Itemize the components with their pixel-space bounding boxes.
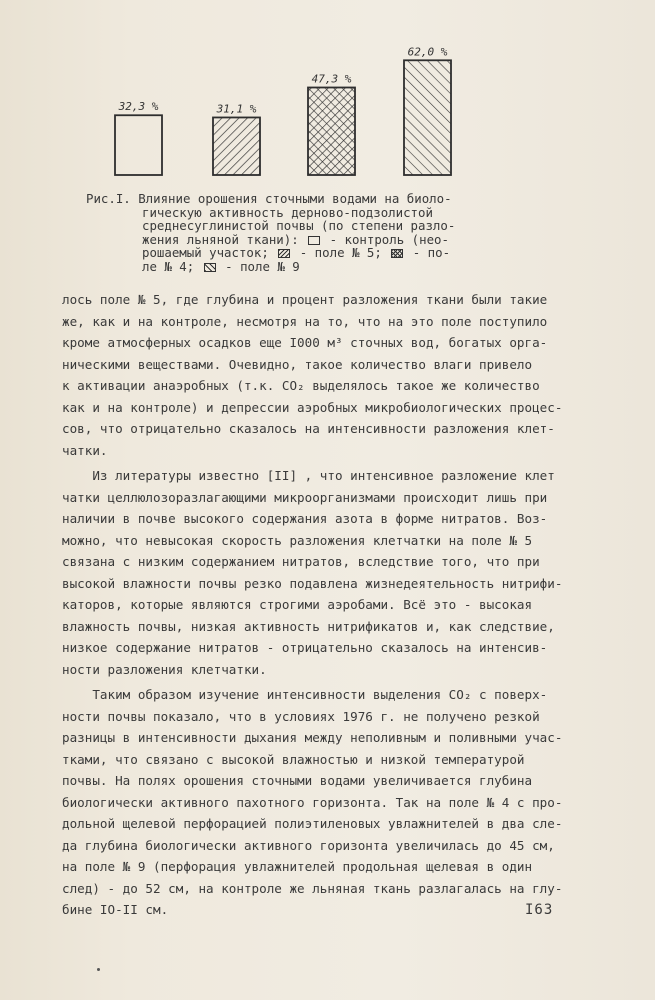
text-line: низкое содержание нитратов - отрицательно сказалось на интенсив-	[62, 640, 548, 655]
caption-line: ле № 4;	[142, 258, 195, 274]
text-line: можно, что невысокая скорость разложения клетчатки на поле № 5	[62, 532, 533, 548]
bar-label-1: 32,3 %	[118, 100, 159, 114]
text-line: биологически активного пахотного горизонта. Так на поле № 4 с про-	[62, 794, 563, 810]
text-line: к активации анаэробных (т.к. CO₂ выделялось такое же количество	[62, 378, 540, 393]
paragraph-2	[62, 465, 582, 680]
bar-2	[213, 117, 260, 175]
text-line: да глубина биологически активного горизонта увеличилась до 45 см,	[62, 837, 555, 853]
paragraph-3	[62, 684, 582, 921]
text-line: связана с низким содержанием нитратов, вследствие того, что при	[62, 554, 540, 569]
caption-line-legend-field5	[86, 246, 556, 260]
caption-line-legend-control	[86, 233, 556, 247]
bar-3	[308, 87, 355, 175]
bar-label-2: 31,1 %	[216, 102, 257, 116]
text-line: Из литературы известно [II] , что интенсивное разложение клет	[62, 468, 555, 483]
legend-field5-symbol	[278, 249, 290, 258]
text-line: чатки целлюлозоразлагающими микроорганизмами происходит лишь при	[62, 489, 548, 505]
bar-label-4: 62,0 %	[407, 45, 448, 59]
bar-chart	[0, 0, 655, 195]
text-line: же, как и на контроле, несмотря на то, что на это поле поступило	[62, 313, 548, 329]
bar-1	[115, 115, 162, 175]
paragraph-1	[62, 289, 582, 461]
text-line: Таким образом изучение интенсивности выделения CO₂ с поверх-	[62, 687, 548, 702]
caption-line: Рис.I. Влияние орошения сточными водами на биоло-	[86, 191, 452, 206]
text-line: чатки.	[62, 442, 108, 458]
text-line: бине IO-II см.	[62, 902, 169, 917]
caption-line: рошаемый участок;	[142, 245, 269, 261]
caption-line: среднесуглинистой почвы (по степени разло-	[142, 218, 456, 234]
text-line: наличии в почве высокого содержания азота в форме нитратов. Воз-	[62, 511, 548, 526]
legend-field4-symbol	[391, 249, 403, 258]
caption-line: - поле № 9	[225, 258, 300, 274]
text-line: лось поле № 5, где глубина и процент разложения ткани были такие	[62, 292, 548, 307]
text-line: каторов, которые являются строгими аэробами. Всё это - высокая	[62, 597, 533, 612]
caption-line: - контроль (нео-	[329, 231, 449, 247]
figure-caption	[86, 192, 556, 274]
text-line: высокой влажности почвы резко подавлена жизнедеятельность нитрифи-	[62, 575, 563, 591]
caption-line: гическую активность дерново-подзолистой	[142, 204, 433, 220]
text-line: кроме атмосферных осадков еще I000 м³ сточных вод, богатых орга-	[62, 335, 548, 350]
text-line: тками, что связано с высокой влажностью и низкой температурой	[62, 751, 525, 767]
legend-field9-symbol	[204, 263, 216, 272]
bar-label-3: 47,3 %	[311, 72, 352, 86]
text-line: ности разложения клетчатки.	[62, 661, 267, 677]
caption-line: жения льняной ткани):	[142, 231, 299, 247]
body-text	[62, 289, 582, 921]
caption-line: - поле № 5;	[299, 245, 382, 261]
text-line: след) - до 52 см, на контроле же льняная ткань разлагалась на глу-	[62, 880, 563, 896]
text-line: на поле № 9 (перфорация увлажнителей продольная щелевая в один	[62, 859, 533, 874]
page-number: I63	[525, 902, 554, 918]
text-line: почвы. На полях орошения сточными водами увеличивается глубина	[62, 773, 533, 788]
text-line: ности почвы показало, что в условиях 1976 г. не получено резкой	[62, 708, 540, 724]
text-line: дольной щелевой перфорацией полиэтиленовых увлажнителей в два сле-	[62, 816, 563, 831]
text-line: как и на контроле) и депрессии аэробных микробиологических процес-	[62, 399, 563, 415]
caption-line-legend-field9	[86, 260, 556, 274]
text-line: ническими веществами. Очевидно, такое количество влаги привело	[62, 356, 533, 372]
text-line: влажность почвы, низкая активность нитрификатов и, как следствие,	[62, 618, 555, 634]
legend-control-symbol	[308, 236, 320, 245]
text-line: сов, что отрицательно сказалось на интенсивности разложения клет-	[62, 421, 555, 436]
print-speck	[97, 968, 100, 971]
bar-4	[404, 60, 451, 175]
caption-line: - по-	[412, 245, 451, 261]
text-line: разницы в интенсивности дыхания между неполивным и поливными учас-	[62, 730, 563, 745]
